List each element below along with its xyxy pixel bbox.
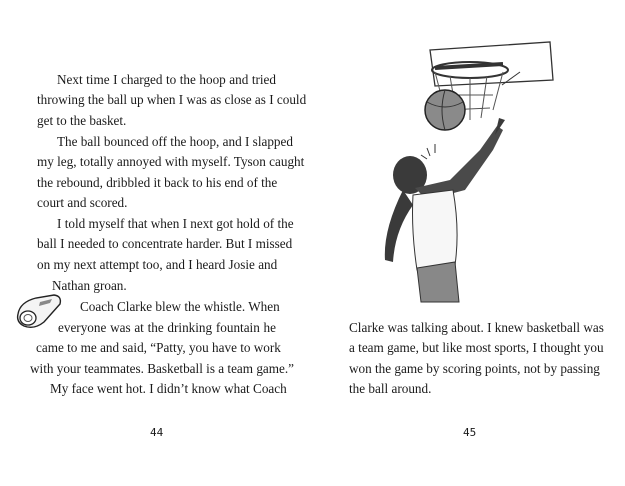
text-line: I told myself that when I next got hold of the <box>57 216 294 231</box>
text-line: my leg, totally annoyed with myself. Tyson caught <box>37 154 305 169</box>
text-line: throwing the ball up when I was as close as I could <box>37 92 307 107</box>
text-line: with your teammates. Basketball is a team game.” <box>30 361 295 376</box>
text-line: court and scored. <box>37 195 128 210</box>
text-line: the ball around. <box>349 381 432 396</box>
text-line: a team game, but like most sports, I thought you <box>349 340 604 355</box>
whistle-icon <box>14 292 64 332</box>
text-line: everyone was at the drinking fountain he <box>58 320 276 335</box>
text-line: the rebound, dribbled it back to his end of the <box>37 175 278 190</box>
text-line: The ball bounced off the hoop, and I slapped <box>57 134 293 149</box>
text-line: My face went hot. I didn’t know what Coach <box>50 381 287 396</box>
page-number: 44 <box>150 426 164 439</box>
text-line: Next time I charged to the hoop and tried <box>57 72 276 87</box>
text-line: ball I needed to concentrate harder. But I missed <box>37 236 293 251</box>
page-number: 45 <box>463 426 477 439</box>
text-line: came to me and said, “Patty, you have to work <box>36 340 281 355</box>
text-line: Nathan groan. <box>52 278 127 293</box>
text-line: get to the basket. <box>37 113 127 128</box>
text-line: Coach Clarke blew the whistle. When <box>80 299 280 314</box>
basketball-illustration <box>375 40 575 305</box>
text-line: won the game by scoring points, not by passing <box>349 361 600 376</box>
text-line: Clarke was talking about. I knew basketball was <box>349 320 604 335</box>
text-line: on my next attempt too, and I heard Josie and <box>37 257 278 272</box>
